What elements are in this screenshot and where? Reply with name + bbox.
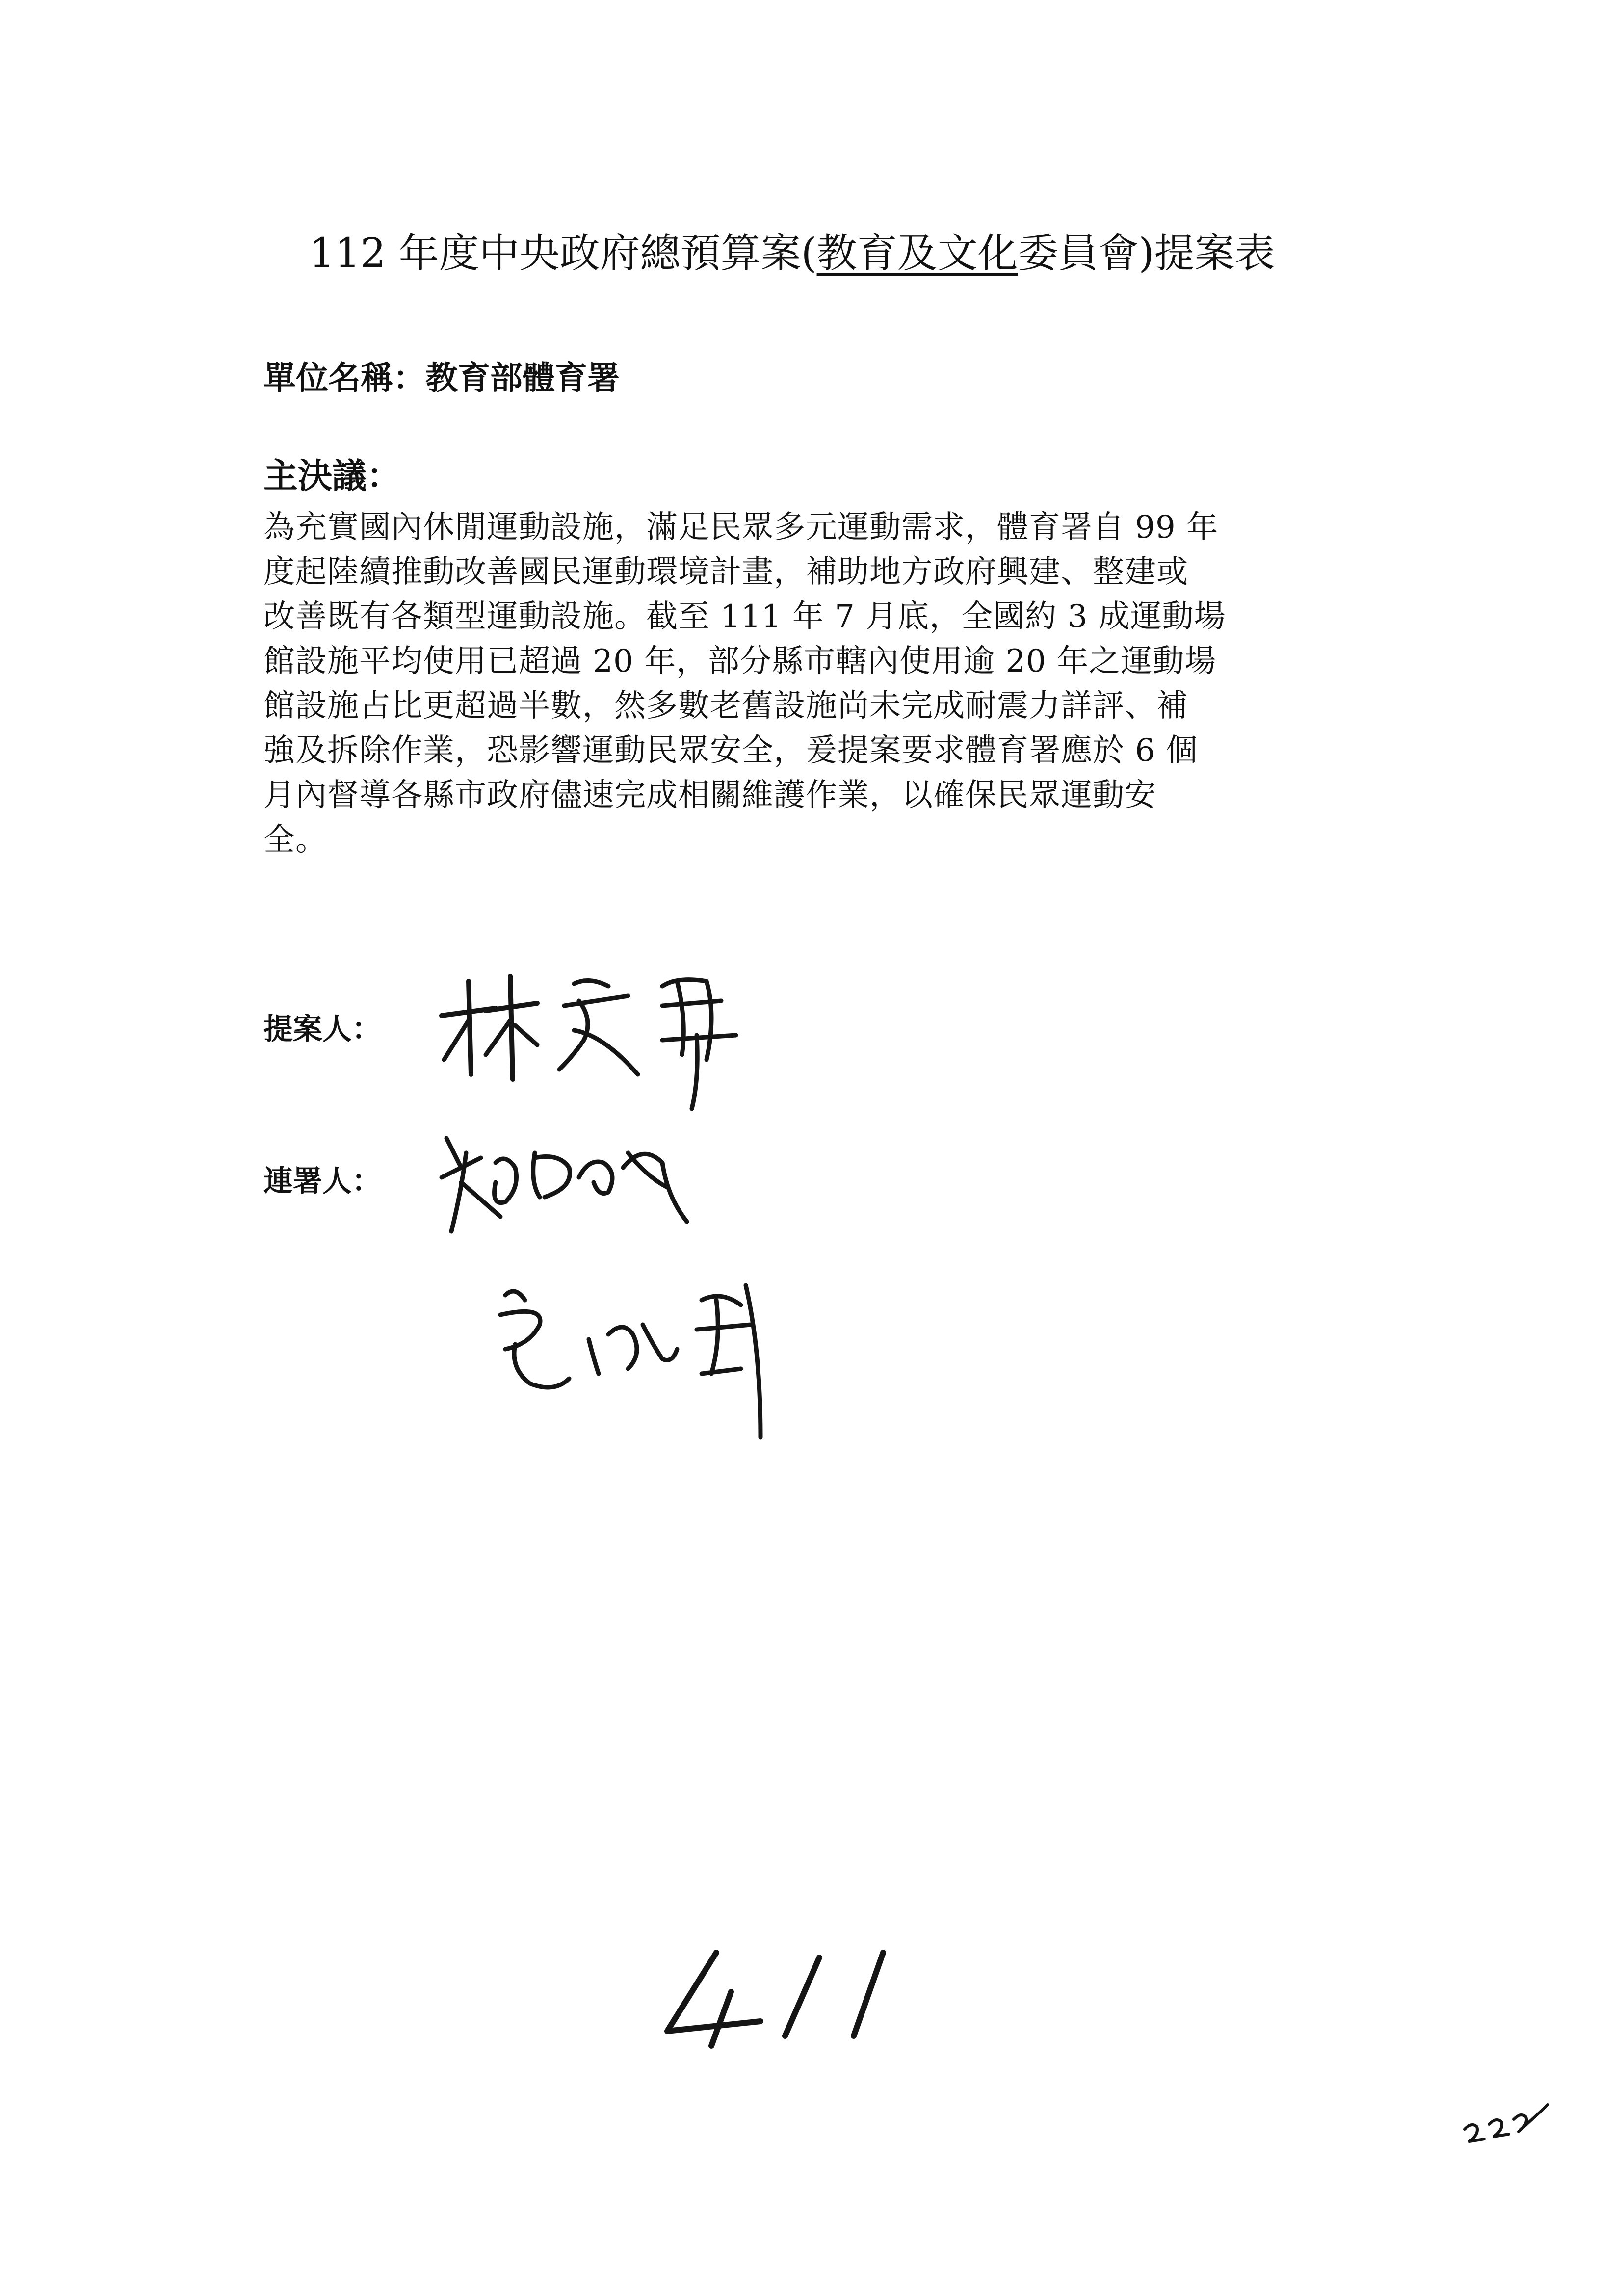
resolution-heading: 主決議：	[263, 455, 401, 496]
unit-row	[263, 356, 620, 400]
body-line: 全。	[263, 822, 327, 858]
body-line: 改善既有各類型運動設施。截至 111 年 7 月底，全國約 3 成運動場	[263, 599, 1226, 635]
proposer-label: 提案人：	[263, 1012, 381, 1046]
resolution-body	[263, 505, 1392, 862]
body-line: 館設施平均使用已超過 20 年，部分縣市轄內使用逾 20 年之運動場	[263, 643, 1217, 679]
title-committee: 教育及文化	[816, 230, 1018, 277]
document-title	[309, 227, 1379, 281]
handwritten-page-number	[657, 1938, 913, 2061]
unit-name: 教育部體育署	[425, 359, 620, 397]
proposer-signature	[432, 962, 775, 1123]
handwritten-corner-number	[1460, 2095, 1558, 2154]
cosigner-label: 連署人：	[263, 1164, 381, 1199]
body-line: 月內督導各縣市政府儘速完成相關維護作業，以確保民眾運動安	[263, 777, 1156, 813]
body-line: 強及拆除作業，恐影響運動民眾安全，爰提案要求體育署應於 6 個	[263, 732, 1198, 769]
body-line: 度起陸續推動改善國民運動環境計畫，補助地方政府興建、整建或	[263, 554, 1188, 590]
body-line: 為充實國內休閒運動設施，滿足民眾多元運動需求，體育署自 99 年	[263, 509, 1219, 546]
unit-label: 單位名稱：	[263, 359, 425, 397]
cosigner-signature-2	[486, 1261, 819, 1457]
body-line: 館設施占比更超過半數，然多數老舊設施尚未完成耐震力詳評、補	[263, 688, 1188, 724]
title-suffix: 委員會)提案表	[1018, 230, 1275, 277]
cosigner-signature-1	[432, 1123, 726, 1251]
title-prefix: 112 年度中央政府總預算案(	[309, 230, 817, 277]
